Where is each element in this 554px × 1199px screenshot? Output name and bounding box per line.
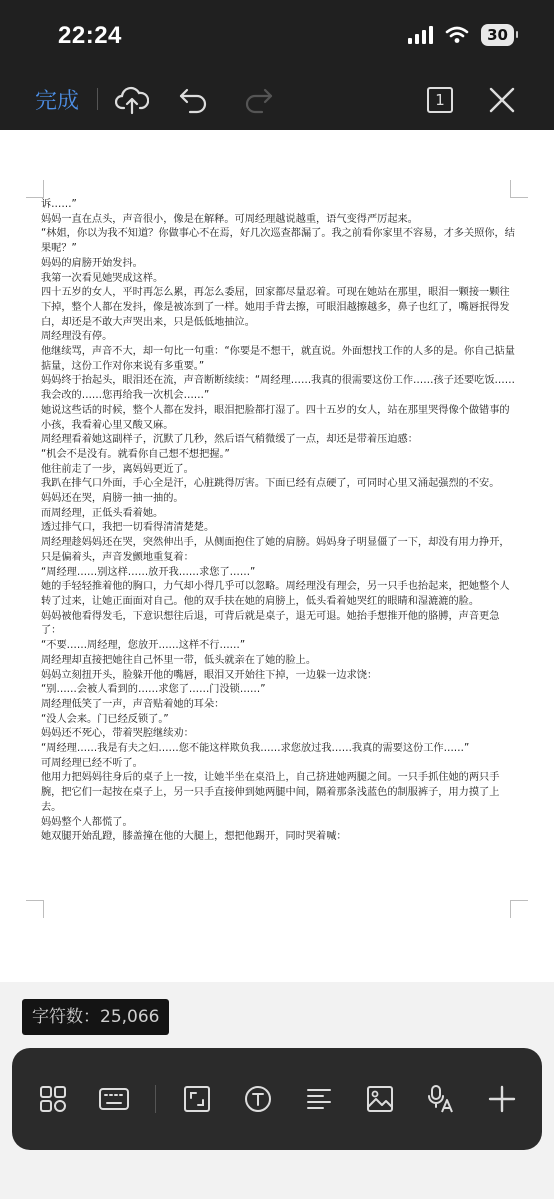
document-paragraph[interactable]: “不要……周经理，您放开……这样不行……”	[41, 640, 246, 652]
document-paragraph[interactable]: 妈妈被他看得发毛，下意识想往后退，可背后就是桌子，退无可退。她抬手想推开他的胳膊，声音更急了：	[41, 610, 500, 637]
text-format-icon[interactable]	[238, 1079, 278, 1119]
word-count-badge: 字符数：25,066	[22, 999, 169, 1035]
cellular-signal-icon	[408, 26, 433, 44]
margin-mark	[26, 180, 44, 198]
wifi-icon	[445, 26, 469, 44]
align-left-icon[interactable]	[299, 1079, 339, 1119]
document-paragraph[interactable]: 她的手轻轻推着他的胸口，力气却小得几乎可以忽略。周经理没有理会，另一只手也抬起来，把她整个人转了过来，让她正面面对自己。他的双手扶在她的肩膀上，低头看着她哭红的眼睛和湿漉漉的脸。	[41, 581, 510, 607]
document-paragraph[interactable]: 周经理看着她这副样子，沉默了几秒，然后语气稍微缓了一点，却还是带着压迫感：	[41, 434, 418, 446]
battery-indicator: 30	[481, 24, 514, 46]
document-paragraph[interactable]: 四十五岁的女人，平时再怎么累，再怎么委屈，回家都尽量忍着。可现在她站在那里，眼泪一颗接一颗往下掉，整个人都在发抖，像是被冻到了一样。她用手背去擦，可眼泪越擦越多，鼻子也红了，嘴唇抿得发白，却还是不敢大声哭出来，只是低低地抽泣。	[41, 287, 510, 328]
apps-grid-icon[interactable]	[33, 1079, 73, 1119]
document-paragraph[interactable]: 妈妈的肩膀开始发抖。	[41, 257, 143, 269]
voice-to-text-icon[interactable]	[421, 1079, 461, 1119]
document-paragraph[interactable]: 妈妈立刻扭开头，脸躲开他的嘴唇，眼泪又开始往下掉，一边躲一边求饶：	[41, 669, 378, 681]
add-icon[interactable]	[482, 1079, 522, 1119]
toolbar-divider	[97, 88, 98, 110]
image-icon[interactable]	[360, 1079, 400, 1119]
cloud-upload-icon[interactable]	[114, 82, 150, 118]
document-paragraph[interactable]: 周经理没有停。	[41, 331, 113, 343]
document-paragraph[interactable]: 她说这些话的时候，整个人都在发抖，眼泪把脸都打湿了。四十五岁的女人，站在那里哭得像个做错事的小孩，我看着心里又酸又麻。	[41, 404, 510, 431]
document-paragraph[interactable]: 周经理却直接把她往自己怀里一带，低头就亲在了她的脸上。	[41, 654, 317, 666]
document-paragraph[interactable]: 诉……”	[41, 199, 77, 210]
fullscreen-icon[interactable]	[177, 1079, 217, 1119]
document-paragraph[interactable]: 我第一次看见她哭成这样。	[41, 272, 164, 284]
document-paragraph[interactable]: “周经理……我是有夫之妇……您不能这样欺负我……求您放过我……我真的需要这份工作……”	[41, 743, 470, 755]
document-paragraph[interactable]: 而周经理，正低头看着她。	[41, 507, 164, 519]
document-paragraph[interactable]: 透过排气口，我把一切看得清清楚楚。	[41, 522, 215, 534]
document-paragraph[interactable]: 他继续骂，声音不大，却一句比一句重：“你要是不想干，就直说。外面想找工作的人多的是。你自己掂量掂量，这份工作对你来说有多重要。”	[41, 346, 515, 372]
bottom-toolbar	[12, 1048, 542, 1150]
document-paragraph[interactable]: “林姐，你以为我不知道？你做事心不在焉，好几次巡查都漏了。我之前看你家里不容易，才多关照你，结果呢？”	[41, 228, 515, 255]
document-paragraph[interactable]: 妈妈还不死心，带着哭腔继续劝：	[41, 728, 194, 740]
margin-mark	[510, 180, 528, 198]
document-text[interactable]	[41, 198, 515, 845]
top-bar	[0, 0, 554, 130]
document-paragraph[interactable]: 妈妈还在哭，肩膀一抽一抽的。	[41, 493, 184, 505]
document-paragraph[interactable]: 周经理趁妈妈还在哭，突然伸出手，从侧面抱住了她的肩膀。妈妈身子明显僵了一下，却没有用力挣开，只是偏着头，声音发颤地重复着：	[41, 537, 510, 563]
status-icons	[408, 24, 514, 46]
page-count: 1	[435, 91, 445, 109]
status-time: 22:24	[58, 22, 122, 49]
document-paragraph[interactable]: 他往前走了一步，离妈妈更近了。	[41, 463, 194, 475]
editor-toolbar	[0, 72, 554, 126]
undo-icon[interactable]	[176, 82, 212, 118]
margin-mark	[26, 900, 44, 918]
document-paragraph[interactable]: 我趴在排气口外面，手心全是汗，心脏跳得厉害。下面已经有点硬了，可同时心里又涌起强烈的不安。	[41, 478, 500, 490]
document-paragraph[interactable]: “周经理……别这样……放开我……求您了……”	[41, 566, 256, 578]
document-paragraph[interactable]: 可周经理已经不听了。	[41, 757, 143, 769]
document-paragraph[interactable]: 周经理低笑了一声，声音贴着她的耳朵：	[41, 698, 225, 710]
redo-icon[interactable]	[240, 82, 276, 118]
document-paragraph[interactable]: 妈妈一直在点头，声音很小，像是在解释。可周经理越说越重，语气变得严厉起来。	[41, 213, 418, 225]
document-paragraph[interactable]: 妈妈整个人都慌了。	[41, 816, 133, 828]
page-count-icon[interactable]	[422, 82, 458, 118]
document-paragraph[interactable]: “机会不是没有。就看你自己想不想把握。”	[41, 448, 230, 460]
done-button[interactable]: 完成	[35, 84, 79, 115]
toolbar-divider	[155, 1085, 156, 1113]
document-paragraph[interactable]: 他用力把妈妈往身后的桌子上一按，让她半坐在桌沿上，自己挤进她两腿之间。一只手抓住她的两只手腕，把它们一起按在桌子上，另一只手直接伸到她两腿中间，隔着那条浅蓝色的制服裤子，用力摸了上去。	[41, 772, 500, 813]
keyboard-icon[interactable]	[94, 1079, 134, 1119]
document-page[interactable]	[0, 130, 554, 982]
close-icon[interactable]	[484, 82, 520, 118]
document-paragraph[interactable]: “没人会来。门已经反锁了。”	[41, 713, 169, 725]
margin-mark	[510, 900, 528, 918]
document-paragraph[interactable]: 她双腿开始乱蹬，膝盖撞在他的大腿上，想把他踢开，同时哭着喊：	[41, 831, 347, 843]
document-paragraph[interactable]: 妈妈终于抬起头，眼泪还在流，声音断断续续：“周经理……我真的很需要这份工作……孩子还要吃饭……我会改的……您再给我一次机会……”	[41, 375, 515, 402]
document-paragraph[interactable]: “别……会被人看到的……求您了……门没锁……”	[41, 684, 266, 696]
